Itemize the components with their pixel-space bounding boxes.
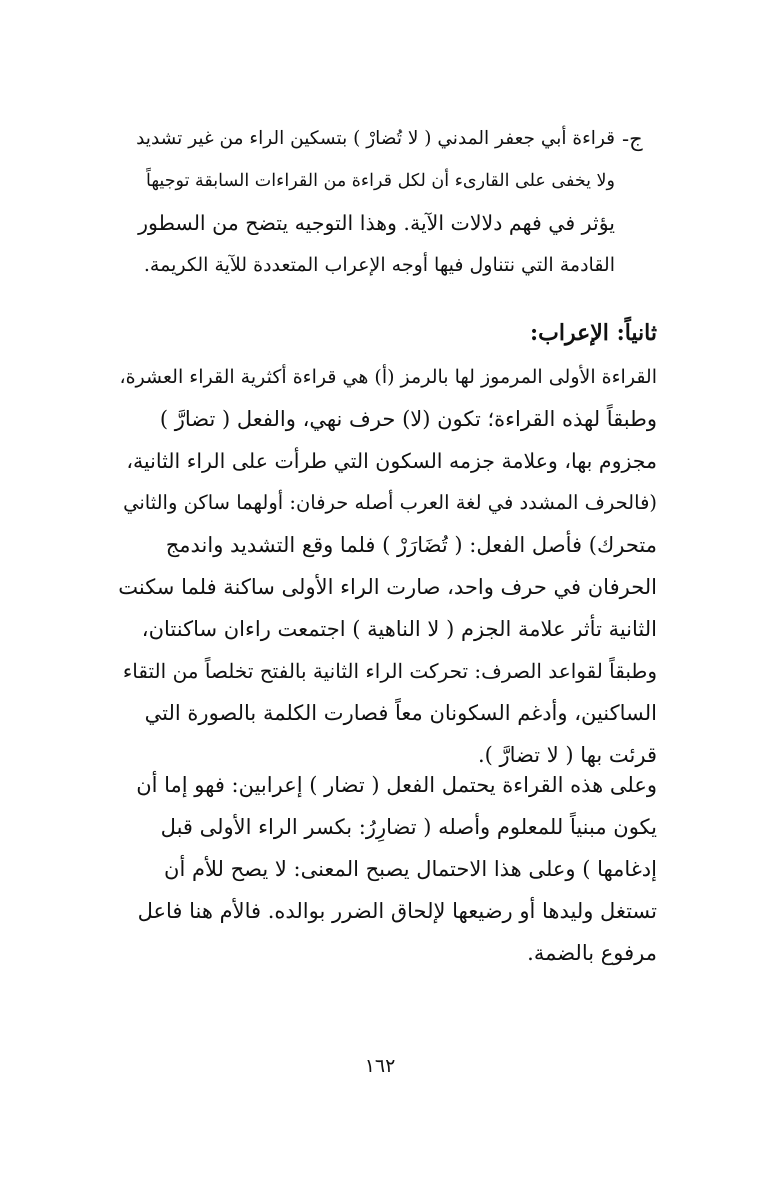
text-line: وطبقاً لقواعد الصرف: تحركت الراء الثانية بالفتح تخلصاً من التقاء [122, 659, 657, 683]
text-line: متحرك) فأصل الفعل: ( تُضَارَرْ ) فلما وقع التشديد واندمج [165, 533, 657, 557]
text-line: مرفوع بالضمة. [527, 941, 657, 965]
text-line: يؤثر في فهم دلالات الآية. وهذا التوجيه يتضح من السطور [138, 211, 615, 235]
paragraph-two [117, 764, 657, 974]
text-line: (فالحرف المشدد في لغة العرب أصله حرفان: أولهما ساكن والثاني [123, 491, 657, 514]
text-line: الساكنين، وأدغم السكونان معاً فصارت الكلمة بالصورة التي [144, 701, 657, 725]
text-line: وطبقاً لهذه القراءة؛ تكون (لا) حرف نهي، والفعل ( تضارَّ ) [159, 407, 657, 431]
text-line: إدغامها ) وعلى هذا الاحتمال يصبح المعنى: لا يصح للأم أن [164, 857, 657, 881]
section-c-text [135, 118, 615, 286]
text-line: الثانية تأثر علامة الجزم ( لا الناهية ) اجتمعت راءان ساكنتان، [141, 617, 657, 641]
text-line: القراءة الأولى المرموز لها بالرمز (أ) هي قراءة أكثرية القراء العشرة، [119, 366, 657, 388]
paragraph-one [117, 356, 657, 776]
text-line: تستغل وليدها أو رضيعها لإلحاق الضرر بوالده. فالأم هنا فاعل [137, 899, 657, 923]
text-line: قراءة أبي جعفر المدني ( لا تُضارْ ) بتسكين الراء من غير تشديد [136, 128, 615, 149]
text-line: يكون مبنياً للمعلوم وأصله ( تضارِرُ: بكسر الراء الأولى قبل [160, 815, 657, 839]
text-line: مجزوم بها، وعلامة جزمه السكون التي طرأت على الراء الثانية، [126, 449, 657, 473]
text-line: الحرفان في حرف واحد، صارت الراء الأولى ساكنة فلما سكنت [118, 575, 657, 599]
text-line: وعلى هذه القراءة يحتمل الفعل ( تضار ) إعرابين: فهو إما أن [136, 773, 657, 797]
page-number: ١٦٢ [364, 1055, 396, 1077]
list-marker: ج- [622, 127, 643, 151]
text-line: قرئت بها ( لا تضارَّ ). [477, 743, 657, 767]
section-heading: ثانياً: الإعراب: [530, 320, 657, 346]
text-line: القادمة التي نتناول فيها أوجه الإعراب المتعددة للآية الكريمة. [143, 254, 615, 276]
text-line: ولا يخفى على القارىء أن لكل قراءة من القراءات السابقة توجيهاً [146, 171, 615, 191]
